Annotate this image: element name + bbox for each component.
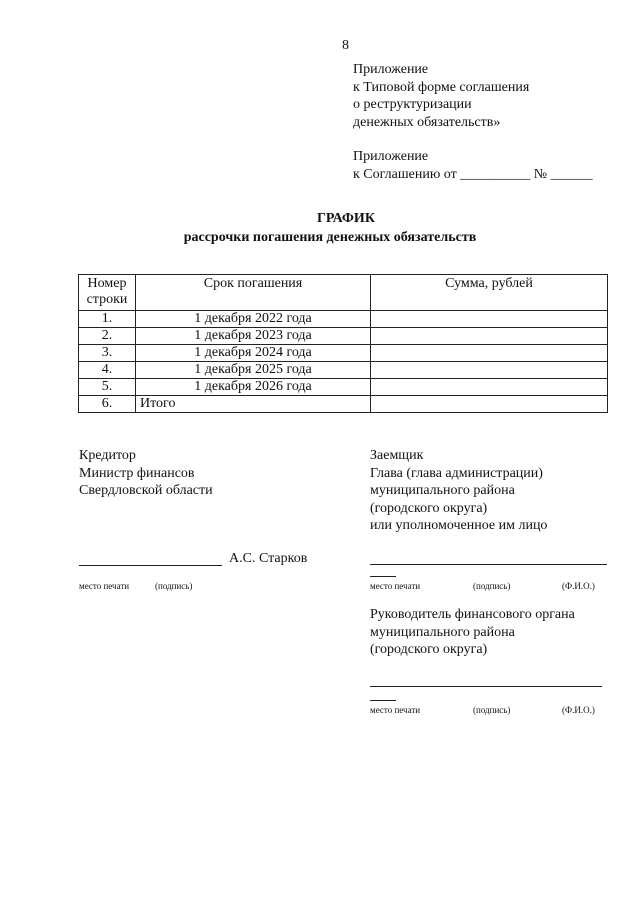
cell-due-date: 1 декабря 2022 года (136, 311, 371, 328)
cell-due-date: 1 декабря 2025 года (136, 362, 371, 379)
appendix-line: Приложение (353, 62, 429, 77)
cell-amount (371, 328, 608, 345)
cell-row-number: 5. (79, 379, 136, 396)
finance-head-block (370, 606, 575, 659)
header-num-line2: строки (86, 292, 128, 307)
creditor-line: Министр финансов (79, 465, 195, 481)
borrower-sign-label: (подпись) (473, 581, 511, 591)
cell-row-number: 3. (79, 345, 136, 362)
finance-head-name-label: (Ф.И.О.) (562, 705, 595, 715)
document-title: ГРАФИК (317, 211, 375, 226)
finance-head-line: Руководитель финансового органа (370, 607, 575, 622)
finance-head-line: (городского округа) (370, 642, 488, 657)
table-row (79, 379, 608, 396)
table-row (79, 328, 608, 345)
borrower-line: или уполномоченное им лицо (370, 518, 548, 533)
cell-due-date: 1 декабря 2023 года (136, 328, 371, 345)
creditor-signature-line (79, 565, 222, 566)
table-row (79, 362, 608, 379)
cell-total-label: Итого (136, 396, 371, 413)
cell-row-number: 2. (79, 328, 136, 345)
creditor-block (79, 447, 213, 500)
table-row (79, 345, 608, 362)
finance-head-sign-label: (подпись) (473, 705, 511, 715)
finance-head-seal-label: место печати (370, 705, 421, 715)
borrower-line: Глава (глава администрации) (370, 465, 543, 481)
agreement-appendix-line2: к Соглашению от __________ № ______ (353, 166, 593, 182)
finance-head-signature-line (370, 686, 602, 687)
table-row (79, 311, 608, 328)
table-total-row (79, 396, 608, 413)
borrower-line: муниципального района (370, 483, 515, 498)
borrower-signature-line (370, 564, 607, 565)
cell-row-number: 6. (79, 396, 136, 413)
document-subtitle: рассрочки погашения денежных обязательств (183, 230, 477, 245)
agreement-appendix-line1: Приложение (353, 149, 429, 164)
header-num-line1: Номер (87, 276, 127, 291)
borrower-line: Заемщик (370, 448, 424, 463)
table-header-row (79, 275, 608, 311)
finance-head-signature-line-short (370, 700, 396, 701)
cell-due-date: 1 декабря 2024 года (136, 345, 371, 362)
borrower-line: (городского округа) (370, 500, 488, 516)
borrower-signature-line-short (370, 576, 396, 577)
cell-total-amount (371, 396, 608, 413)
borrower-name-label: (Ф.И.О.) (562, 581, 595, 591)
creditor-seal-label: место печати (79, 581, 130, 591)
creditor-sign-label: (подпись) (155, 581, 193, 591)
finance-head-line: муниципального района (370, 624, 515, 640)
appendix-line: денежных обязательств» (353, 114, 501, 130)
creditor-line: Свердловской области (79, 483, 213, 498)
borrower-seal-label: место печати (370, 581, 421, 591)
cell-amount (371, 379, 608, 396)
page-number: 8 (342, 38, 349, 53)
creditor-line: Кредитор (79, 448, 136, 463)
cell-amount (371, 345, 608, 362)
cell-amount (371, 311, 608, 328)
payment-schedule-table (78, 274, 608, 413)
cell-amount (371, 362, 608, 379)
cell-row-number: 1. (79, 311, 136, 328)
header-row-number (79, 275, 136, 311)
header-due-date: Срок погашения (136, 275, 371, 311)
appendix-line: к Типовой форме соглашения (353, 79, 530, 95)
cell-due-date: 1 декабря 2026 года (136, 379, 371, 396)
appendix-header (353, 61, 529, 131)
appendix-line: о реструктуризации (353, 97, 472, 112)
creditor-signer-name: А.С. Старков (229, 551, 308, 566)
cell-row-number: 4. (79, 362, 136, 379)
header-amount: Сумма, рублей (371, 275, 608, 311)
agreement-appendix (353, 148, 593, 183)
borrower-block (370, 447, 547, 535)
